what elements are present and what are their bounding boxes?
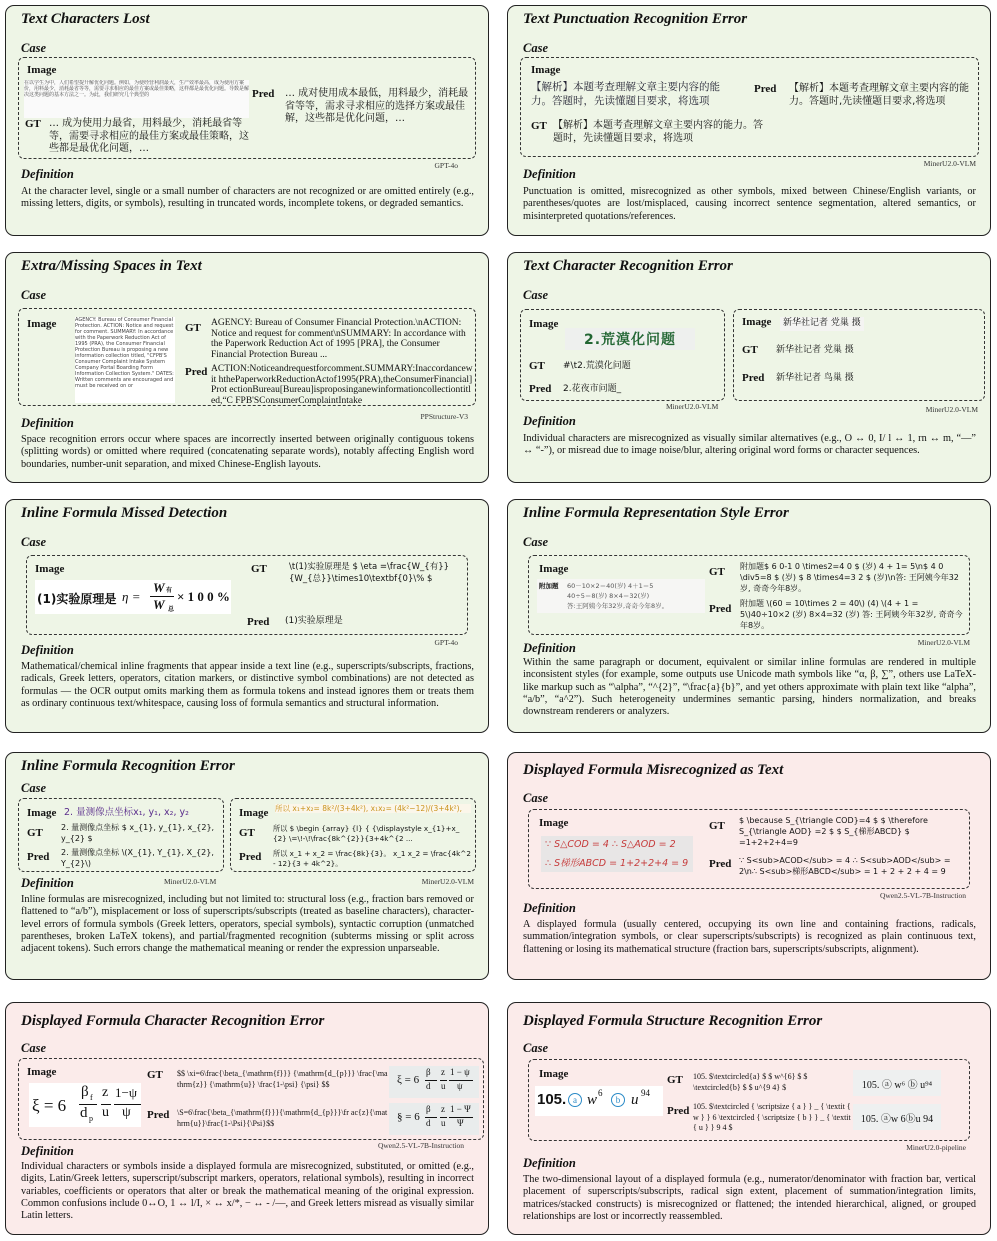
pred-text-a: 2. 量测像点坐标 \(X_{1}, Y_{1}, X_{2}, Y_{2}\) bbox=[61, 848, 214, 868]
gt-render: 105. ⓐ w⁶ ⓑ u⁹⁴ bbox=[853, 1070, 941, 1096]
image-circle-b: b bbox=[611, 1093, 625, 1107]
image-lhs: ξ = 6 bbox=[32, 1096, 67, 1115]
case-image-a: 2.荒漠化问题 bbox=[565, 328, 695, 350]
card-title: Displayed Formula Structure Recognition Error bbox=[523, 1013, 823, 1029]
pred-label: Pred bbox=[239, 851, 262, 863]
gt-text: 105. $\textcircled{a} $ $ w^{6} $ $ \textcircled{b} $ $ u^{9 4} $ bbox=[693, 1072, 808, 1092]
gt-label: GT bbox=[251, 563, 267, 575]
card-title: Text Character Recognition Error bbox=[523, 258, 733, 274]
image-w-sup: 6 bbox=[598, 1088, 603, 1098]
image-u: u bbox=[631, 1092, 639, 1108]
image-label: Image bbox=[27, 807, 57, 819]
gt-label: GT bbox=[27, 827, 43, 839]
gt-text-b: 新华社记者 党巢 摄 bbox=[776, 345, 854, 355]
image-label: Image bbox=[27, 64, 57, 76]
source-model-a: MinerU2.0-VLM bbox=[164, 877, 217, 886]
card-extra-missing-spaces bbox=[5, 252, 489, 483]
gt-text-a: 2. 量测像点坐标 $ x_{1}, y_{1}, x_{2}, y_{2} $ bbox=[61, 823, 215, 843]
definition-label: Definition bbox=[523, 1156, 576, 1170]
source-model: MinerU2.0-VLM bbox=[917, 638, 970, 647]
definition-label: Definition bbox=[21, 1144, 74, 1158]
pred-label: Pred bbox=[185, 366, 208, 378]
image-label: Image bbox=[742, 316, 772, 328]
case-image bbox=[29, 1083, 141, 1127]
definition-label: Definition bbox=[523, 414, 576, 428]
card-displayed-formula-structure-error bbox=[507, 1002, 991, 1235]
image-den-2: u bbox=[102, 1105, 109, 1120]
pred-label: Pred bbox=[27, 851, 50, 863]
pred-label: Pred bbox=[709, 858, 732, 870]
card-displayed-formula-as-text bbox=[507, 752, 991, 980]
source-model: GPT-4o bbox=[434, 161, 458, 170]
case-image bbox=[537, 579, 705, 613]
source-model: MinerU2.0-pipeline bbox=[906, 1143, 966, 1152]
gt-render-den-1: d bbox=[426, 1081, 431, 1091]
gt-text: … 成为使用力最省，用料最少，消耗最省等等，需要寻求相应的最佳方案或最佳策略，这些都是最优化问题，… bbox=[49, 118, 249, 154]
gt-label: GT bbox=[529, 360, 545, 372]
image-label: Image bbox=[35, 563, 65, 575]
definition-text: The two-dimensional layout of a displayed formula (e.g., numerator/denominator with fraction bar, vertical placement of superscripts/subscripts, radical sign extent, placement of summation/integration limits, matrices/stacked constructs) is misrecognized or flattened; the intended hierarchical, aligned, or grouped relationships are lost or incorrectly reassembled. bbox=[523, 1174, 976, 1222]
image-label: Image bbox=[27, 1066, 57, 1078]
definition-text: Punctuation is omitted, misrecognized as other symbols, mixed between Chinese/English variants, or parentheses/quotes are lost/misplaced, causing incorrect sentence segmentation, altered semantics, or misinterpreted quotations/references. bbox=[523, 186, 976, 222]
gt-render-den-3: ψ bbox=[457, 1081, 463, 1091]
image-line-3: 答:王阿姨今年32岁,奇奇今年8岁。 bbox=[567, 602, 669, 610]
gt-text: \t(1)实验原理是 $ \eta =\frac{W_{有}}{W_{总}}\times10\textbf{0}\% $ bbox=[289, 562, 450, 584]
image-denominator: W bbox=[153, 597, 165, 612]
pred-render-num-2: z bbox=[441, 1104, 445, 1114]
gt-render-lhs: ξ = 6 bbox=[397, 1074, 420, 1086]
definition-label: Definition bbox=[21, 416, 74, 430]
pred-text: … 成对使用成本最低，用料最少，消耗最省等等，需求寻求相应的选择方案或最佳解，这些都是优化问题，… bbox=[285, 88, 469, 124]
image-u-sup: 94 bbox=[641, 1088, 650, 1098]
case-label: Case bbox=[523, 41, 548, 55]
source-model: Qwen2.5-VL-7B-Instruction bbox=[879, 891, 966, 900]
pred-render bbox=[389, 1103, 479, 1135]
gt-label: GT bbox=[239, 827, 255, 839]
case-label: Case bbox=[21, 535, 46, 549]
gt-text-a: #\t2.荒漠化问题 bbox=[563, 361, 631, 371]
image-label: Image bbox=[529, 318, 559, 330]
card-inline-formula-recognition-error bbox=[5, 752, 489, 980]
pred-render-num-1: β bbox=[426, 1104, 431, 1114]
case-label: Case bbox=[523, 288, 548, 302]
pred-render-den-2: u bbox=[441, 1118, 446, 1128]
case-box bbox=[26, 555, 468, 635]
image-den-1-sub: p bbox=[89, 1114, 93, 1123]
image-lead-text: (1)实验原理是 bbox=[37, 592, 117, 606]
pred-text: \S=6\frac{\beta_{\mathrm{f}}}{\mathrm{d_{p}}}\fr ac{z}{\mathrm{u}}\frac{1-\Psi}{\Psi}$$ bbox=[177, 1108, 388, 1128]
image-w: w bbox=[587, 1092, 598, 1108]
gt-text-b: 所以 $ \begin {array} {l} { {\displaystyle x_{1}+x_{2} \=\!-\!\frac{8k^{2}}{3+4k^{2 ... bbox=[273, 824, 460, 843]
pred-text-b: 所以 x_1 + x_2 = \frac{8k}{3}。 x_1 x_2 = \frac{4k^2 - 12}{3 + 4k^2}。 bbox=[273, 849, 471, 868]
definition-text: At the character level, single or a small number of characters are not recognized or are omitted entirely (e.g., missing letters, digits, or symbols), resulting in truncated words, incomplete tokens, or degraded semantics. bbox=[21, 186, 474, 210]
image-number: 105. bbox=[537, 1091, 567, 1108]
card-text-punctuation-error bbox=[507, 5, 991, 236]
image-label: Image bbox=[539, 817, 569, 829]
gt-render-den-2: u bbox=[441, 1081, 446, 1091]
gt-render bbox=[389, 1066, 479, 1098]
gt-text: 【解析】本题考查理解文章主要内容的能力。答题时，先读懂题目要求，将选项 bbox=[553, 120, 763, 144]
card-title: Text Characters Lost bbox=[21, 11, 150, 27]
gt-label: GT bbox=[742, 344, 758, 356]
case-box bbox=[528, 1059, 970, 1141]
pred-label: Pred bbox=[709, 603, 732, 615]
gt-text: $$ \xi=6\frac{\beta_{\mathrm{f}}} {\mathrm{d_{p}}} \frac{\mathrm{z}} {\mathrm{u}} \frac{1-\psi} {\psi} $$ bbox=[177, 1069, 388, 1089]
source-model-a: MinerU2.0-VLM bbox=[666, 402, 719, 411]
image-line-1: 60－10×2＝40(岁) 4＋1＝5 bbox=[567, 582, 654, 590]
card-title: Displayed Formula Misrecognized as Text bbox=[523, 762, 784, 778]
case-box-b bbox=[733, 309, 985, 401]
gt-text: $ \because S_{\triangle COD}=4 $ $ \therefore S_{\triangle AOD} =2 $ $ S_{梯形ABCD} $ =1+2+2+4=9 bbox=[739, 816, 928, 847]
card-text-characters-lost bbox=[5, 5, 489, 236]
card-displayed-formula-character-error bbox=[5, 1002, 489, 1235]
source-model-b: MinerU2.0-VLM bbox=[925, 405, 978, 414]
pred-text: ACTION:Noticeandrequestforcomment.SUMMARY:Inaccordancewit hthePaperworkReductionActof1995(PRA),theConsumerFinancial]Prot ectionBureau[Bureau]isproposinganewinformationcollectiontitled,“C FPB'SConsumerComplaintIntake bbox=[211, 364, 473, 406]
gt-label: GT bbox=[709, 820, 725, 832]
image-label: Image bbox=[27, 318, 57, 330]
case-image bbox=[541, 836, 693, 872]
image-label: Image bbox=[531, 64, 561, 76]
case-label: Case bbox=[523, 1041, 548, 1055]
definition-text: Space recognition errors occur where spaces are incorrectly inserted between originally contiguous tokens (splitting words) or omitted where required (concatenating separate words), notably affecting English word boundaries, number-unit separation, and mixed Chinese-English layouts. bbox=[21, 434, 474, 470]
image-numerator: W bbox=[153, 580, 165, 595]
case-box-a bbox=[18, 798, 224, 872]
pred-text: ∵ S<sub>ACOD</sub> = 4 ∴ S<sub>AOD</sub> = 2\n∴ S<sub>梯形ABCD</sub> = 1 + 2 + 2 + 4 = 9 bbox=[739, 856, 951, 876]
gt-label: GT bbox=[531, 120, 547, 132]
image-tag: 附加题 bbox=[539, 582, 559, 590]
definition-text: Within the same paragraph or document, equivalent or similar inline formulas are rendered in multiple inconsistent styles (for example, some outputs use Unicode math symbols like “α, β, ∑”, others use LaTeX-like markup such as “\alpha”, “^{2}”, “\frac{a}{b}”, and yet others approximate with plain text like “alpha”, “a/b”, “a^2”). Such heterogeneity undermines semantic parsing, hinders normalization, and breaks downstream renderers or analyzers. bbox=[523, 657, 976, 718]
gt-label: GT bbox=[709, 566, 725, 578]
case-box bbox=[18, 308, 476, 406]
image-num-1: β bbox=[81, 1084, 89, 1100]
case-box bbox=[528, 555, 970, 635]
card-title: Text Punctuation Recognition Error bbox=[523, 11, 748, 27]
definition-label: Definition bbox=[523, 641, 576, 655]
case-box bbox=[520, 57, 979, 157]
image-denominator-sub: 总 bbox=[168, 606, 175, 613]
definition-text: Inline formulas are misrecognized, including but not limited to: structural loss (e.g., fraction bars removed or flattened to “a/b”), misplacement or loss of superscripts/subscripts (treated as baseline characters), character-level errors of formula symbols (Greek letters, operators, special symbols), syntactic corruption (unmatched parentheses, broken LaTeX tokens), and partial/fragmented recognition (subterms missing or split across adjacent tokens). Such errors change the mathematical meaning or render the expression unparseable. bbox=[21, 894, 474, 955]
image-den-3: ψ bbox=[122, 1105, 131, 1120]
image-num-3: 1−ψ bbox=[115, 1085, 137, 1100]
card-inline-formula-style-error bbox=[507, 499, 991, 733]
pred-label: Pred bbox=[529, 383, 552, 395]
pred-label: Pred bbox=[667, 1105, 690, 1117]
source-model: Qwen2.5-VL-7B-Instruction bbox=[377, 1141, 464, 1150]
pred-label: Pred bbox=[742, 372, 765, 384]
image-circle-a: a bbox=[568, 1093, 582, 1107]
pred-render-lhs: § = 6 bbox=[397, 1111, 420, 1123]
case-label: Case bbox=[523, 791, 548, 805]
pred-render-num-3: 1 − Ψ bbox=[450, 1104, 471, 1114]
case-box bbox=[18, 57, 476, 159]
case-label: Case bbox=[21, 41, 46, 55]
image-line-2: ∴ S梯形ABCD = 1+2+2+4 = 9 bbox=[545, 858, 689, 869]
definition-label: Definition bbox=[523, 901, 576, 915]
gt-render-num-1: β bbox=[426, 1067, 431, 1077]
image-num-2: z bbox=[102, 1085, 109, 1100]
case-label: Case bbox=[21, 1041, 46, 1055]
definition-label: Definition bbox=[21, 643, 74, 657]
image-tail: × 1 0 0 % bbox=[177, 589, 230, 604]
gt-label: GT bbox=[147, 1069, 163, 1081]
case-box-a bbox=[520, 309, 725, 401]
pred-text-b: 新华社记者 鸟巢 摄 bbox=[776, 373, 854, 383]
card-text-character-recognition-error bbox=[507, 252, 991, 483]
card-title: Displayed Formula Character Recognition Error bbox=[21, 1013, 325, 1029]
card-title: Inline Formula Recognition Error bbox=[21, 758, 235, 774]
case-image: 【解析】本题考查理解文章主要内容的能力。答题时，先读懂题目要求，将选项 bbox=[531, 81, 720, 107]
pred-text-a: 2.花夜市问题_ bbox=[563, 384, 622, 394]
case-image-a: 2. 量测像点坐标x₁, y₁, x₂, y₂ bbox=[64, 807, 189, 818]
gt-text: 附加题$ 6 0-1 0 \times2=4 0 $ (岁) 4 + 1= 5\n$ 4 0 \div5=8 $ (岁) $ 8 \times4=3 2 $ (岁)\n答: 王阿姨今年32岁, 奇奇今年8岁。 bbox=[740, 562, 959, 593]
case-box bbox=[528, 809, 970, 889]
pred-text: 105. $\textcircled { \scriptsize { a } } _ { \textit { w } } 6 \textcircled { \scriptsize { b } } _ { \textit { u } } 9 4 $ bbox=[693, 1102, 851, 1132]
gt-label: GT bbox=[667, 1074, 683, 1086]
source-model: PPStructure-V3 bbox=[420, 412, 468, 421]
pred-label: Pred bbox=[754, 83, 777, 95]
image-line-1: ∵ S△COD = 4 ∴ S△AOD = 2 bbox=[545, 839, 676, 850]
case-box-b bbox=[230, 798, 476, 872]
case-box bbox=[18, 1058, 484, 1140]
definition-text: A displayed formula (usually centered, occupying its own line and containing fractions, radicals, summation/integration symbols, or clear superscripts/subscripts) is recognized as plain continuous text, flattening or losing its mathematical structure (fraction bars, superscripts/subscripts, alignment). bbox=[523, 919, 976, 955]
gt-label: GT bbox=[25, 118, 41, 130]
case-image-b: 新华社记者 党巢 摄 bbox=[780, 317, 864, 331]
gt-render-num-3: 1 − ψ bbox=[450, 1067, 470, 1077]
case-image bbox=[35, 580, 231, 614]
pred-text: 附加题 \(60 = 10\times 2 = 40\) (4) \(4 + 1 = 5\)40÷10×2 (岁) 8×4=32 (岁) 答: 王阿姨今年32岁, 奇奇今年8岁。 bbox=[740, 599, 963, 630]
image-label: Image bbox=[539, 563, 569, 575]
image-label: Image bbox=[539, 1068, 569, 1080]
pred-text: (1)实验原理是 bbox=[285, 616, 343, 626]
card-title: Inline Formula Representation Style Error bbox=[523, 505, 789, 521]
image-line-2: 40÷5＝8(岁) 8×4＝32(岁) bbox=[567, 592, 650, 600]
definition-label: Definition bbox=[21, 167, 74, 181]
case-image: 在以学生为中，人们希望提升解优化问题。例如，为使经营利润最大，生产效率最高，成为使用方案价，用料最少，消耗最省等等，需要寻求相应的最佳方案或最佳策略，这样都是最优化问题。导数是解决这类问题的基本方法之一。为此，我们研究几个典型的 bbox=[24, 80, 249, 118]
pred-render-den-3: Ψ bbox=[457, 1118, 464, 1128]
card-inline-formula-missed-detection bbox=[5, 499, 489, 733]
pred-label: Pred bbox=[252, 88, 275, 100]
pred-render-den-1: d bbox=[426, 1118, 431, 1128]
definition-text: Mathematical/chemical inline fragments that appear inside a text line (e.g., superscripts/subscripts, fractions, radicals, Greek letters, operators, citation markers, or distinctive symbol combinations) are not detected as formulas — the OCR output omits marking them as formula tokens and instead ignores them or treats them as ordinary continuous text/whitespace, causing loss of formula semantics and structural information. bbox=[21, 661, 474, 709]
gt-render-num-2: z bbox=[441, 1067, 445, 1077]
case-image: AGENCY: Bureau of Consumer Financial Protection. ACTION: Notice and request for comment. SUMMARY: In accordance with the Paperwork Reduction Act of 1995 (PRA), the Consumer Financial Protection Bureau is proposing a new information collection titled, "CFPB'S Consumer Complaint Intake System Company Portal Boarding Form Information Collection System." DATES: Written comments are encouraged and must be received on or bbox=[75, 317, 175, 403]
case-label: Case bbox=[21, 781, 46, 795]
definition-text: Individual characters are misrecognized as visually similar alternatives (e.g., O ↔ 0, I/ l ↔ 1, rn ↔ m, “—” ↔ “-”), or misread due to image noise/blur, altering original word forms or character sequences. bbox=[523, 433, 976, 457]
card-title: Extra/Missing Spaces in Text bbox=[21, 258, 202, 274]
source-model: MinerU2.0-VLM bbox=[923, 159, 976, 168]
case-image bbox=[535, 1086, 663, 1116]
pred-label: Pred bbox=[247, 616, 270, 628]
pred-render: 105. ⓐw 6ⓑu 94 bbox=[853, 1104, 941, 1130]
case-image-b: 所以 x₁+x₂= 8k²/(3+4k²), x₁x₂= (4k²−12)/(3+4k²), bbox=[275, 804, 471, 813]
source-model-b: MinerU2.0-VLM bbox=[421, 877, 474, 886]
gt-label: GT bbox=[185, 322, 201, 334]
card-title: Inline Formula Missed Detection bbox=[21, 505, 228, 521]
image-numerator-sub: 有 bbox=[166, 587, 173, 594]
definition-label: Definition bbox=[21, 876, 74, 890]
definition-text: Individual characters or symbols inside a displayed formula are misrecognized, substituted, or omitted (e.g., digits, Latin/Greek letters, superscript/subscript markers, operators, relational symbols), resulting in incorrect variables, coefficients or operators that alter or break the mathematical meaning of the original expression. Common confusions include 0↔O, 1 ↔ l/I, × ↔ x/*, − ↔ - /—, and Greek letters misread as visually similar Latin letters. bbox=[21, 1161, 474, 1222]
gt-text: AGENCY: Bureau of Consumer Financial Protection.\nACTION: Notice and request for comment\nSUMMARY: In accordance with the Paperwork Reduction Act of 1995 [PRA], the Consumer Financial Protection Bureau ... bbox=[211, 318, 466, 360]
image-eta: η = bbox=[122, 589, 141, 604]
pred-text: 【解析】本题考查理解文章主要内容的能力。答题时,先读懂题目要求,将选项 bbox=[789, 83, 969, 107]
pred-label: Pred bbox=[147, 1109, 170, 1121]
source-model: GPT-4o bbox=[434, 638, 458, 647]
image-num-1-sub: f bbox=[90, 1093, 93, 1102]
image-den-1: d bbox=[80, 1105, 88, 1121]
image-label: Image bbox=[239, 807, 269, 819]
definition-label: Definition bbox=[523, 167, 576, 181]
case-label: Case bbox=[21, 288, 46, 302]
case-label: Case bbox=[523, 535, 548, 549]
